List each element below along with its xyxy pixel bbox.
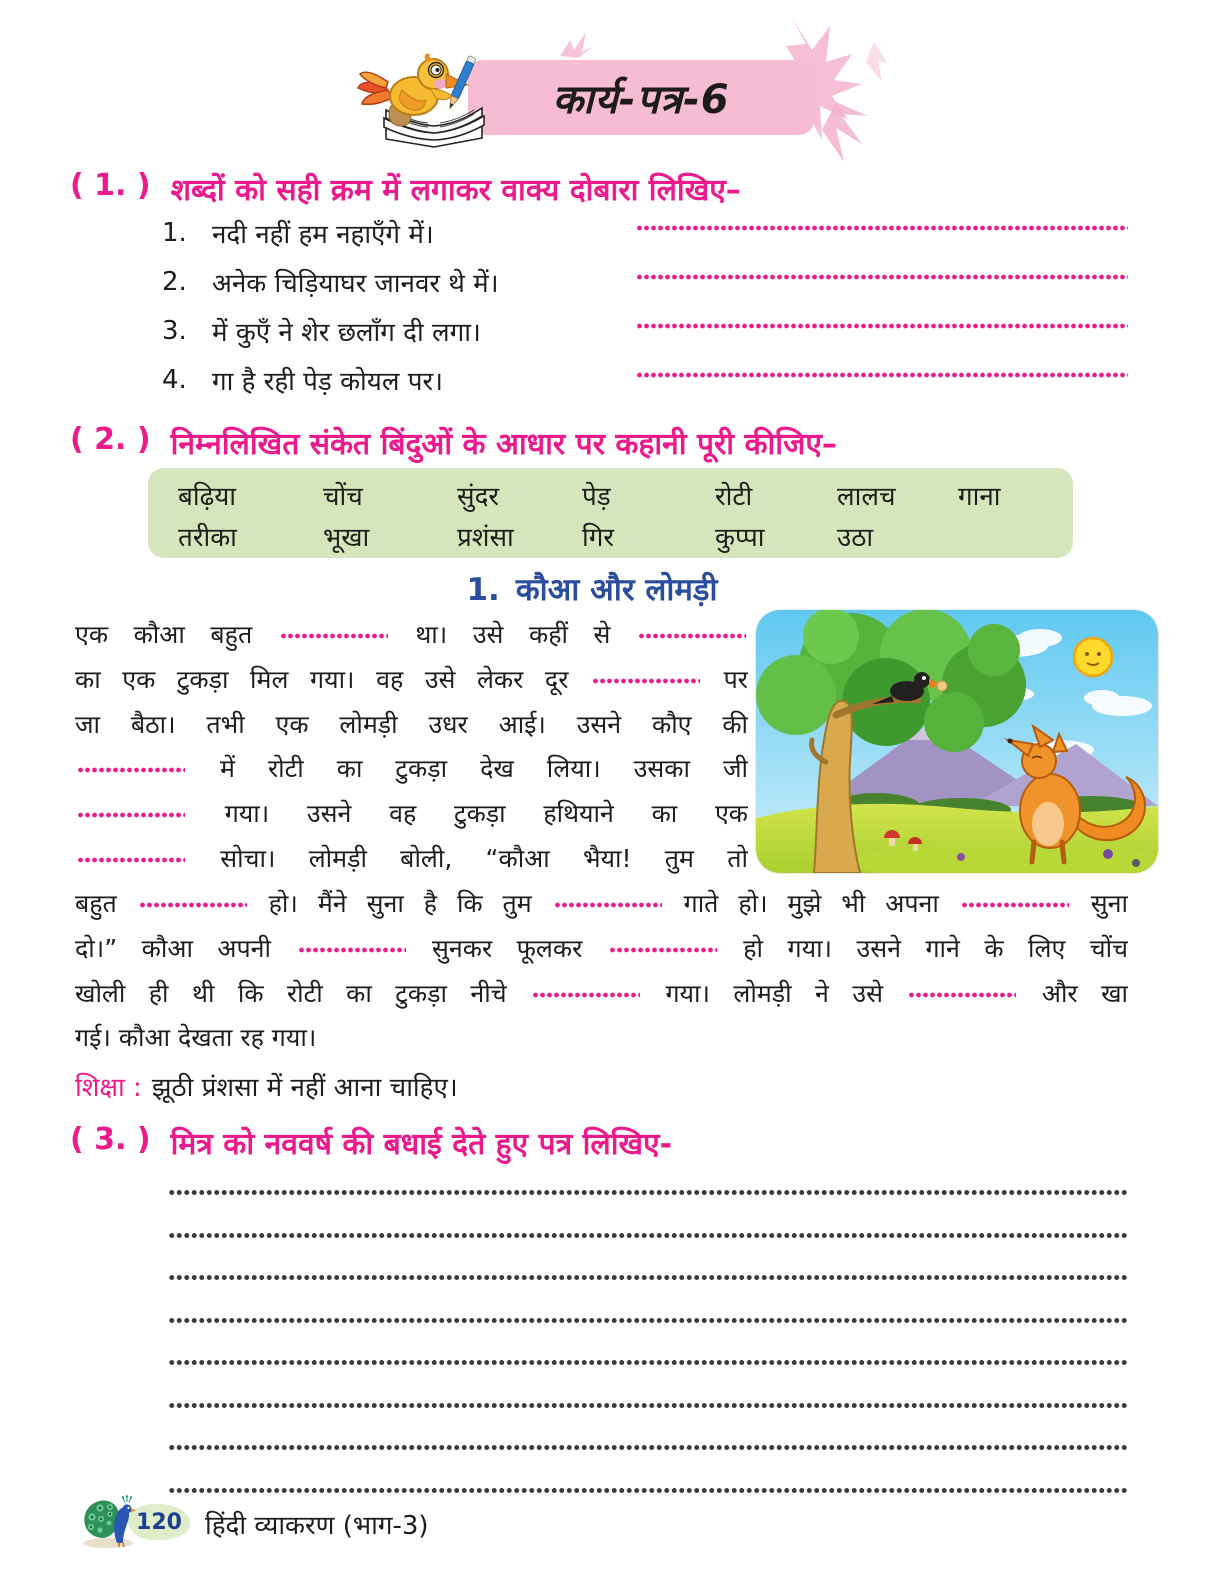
fill-in-blank[interactable] <box>908 991 1016 999</box>
fill-in-blank[interactable] <box>298 946 406 954</box>
hint-word: चोंच <box>323 481 363 512</box>
fill-in-blank[interactable] <box>139 901 247 909</box>
fill-in-blank[interactable] <box>554 901 662 909</box>
fill-in-blank[interactable] <box>532 991 640 999</box>
item-number: 3. <box>162 315 187 346</box>
story-illustration <box>756 610 1158 873</box>
item-text: नदी नहीं हम नहाएँगे में। <box>212 219 434 250</box>
fill-in-blank[interactable] <box>280 632 388 640</box>
question-1-items <box>162 208 1128 404</box>
hint-word: सुंदर <box>457 481 500 512</box>
answer-line[interactable] <box>168 1316 1128 1325</box>
story-line: एक कौआ बहुत था। उसे कहीं से <box>75 613 748 658</box>
question-3-heading <box>70 1122 672 1163</box>
q1-item <box>162 355 1128 404</box>
bird-writing-icon <box>356 38 506 150</box>
story-line: खोली ही थी कि रोटी का टुकड़ा नीचे गया। लोमड़ी ने उसे और खा <box>75 978 1128 1008</box>
item-text: में कुएँ ने शेर छलाँग दी लगा। <box>212 317 481 348</box>
fill-in-blank[interactable] <box>609 946 717 954</box>
story-line: गई। कौआ देखता रह गया। <box>75 1023 317 1053</box>
story-paragraph-wide <box>75 882 1128 1061</box>
item-number: 2. <box>162 266 187 297</box>
story-line: में रोटी का टुकड़ा देख लिया। उसका जी <box>75 747 748 792</box>
hint-word: गिर <box>582 522 615 553</box>
hint-word: तरीका <box>178 522 237 553</box>
answer-line[interactable] <box>168 1486 1128 1495</box>
peacock-icon <box>78 1492 136 1548</box>
page-number-badge <box>128 1504 190 1540</box>
question-2-number: ( 2. ) <box>70 422 151 457</box>
hint-word: उठा <box>837 522 874 553</box>
answer-line[interactable] <box>168 1188 1128 1197</box>
hint-word: पेड़ <box>582 481 611 512</box>
hint-word: भूखा <box>323 522 370 553</box>
fill-in-blank[interactable] <box>77 856 185 864</box>
q1-item <box>162 306 1128 355</box>
question-1-text: शब्दों को सही क्रम में लगाकर वाक्य दोबारा लिखिए– <box>170 173 741 208</box>
story-number: 1. <box>466 572 500 608</box>
hint-word: प्रशंसा <box>457 522 514 553</box>
answer-line[interactable] <box>168 1443 1128 1452</box>
answer-line[interactable] <box>168 1231 1128 1240</box>
story-line: जा बैठा। तभी एक लोमड़ी उधर आई। उसने कौए की <box>75 709 748 739</box>
hint-word: बढ़िया <box>178 481 237 512</box>
story-line: दो।” कौआ अपनी सुनकर फूलकर हो गया। उसने गाने के लिए चोंच <box>75 933 1128 963</box>
item-text: गा है रही पेड़ कोयल पर। <box>212 366 444 397</box>
story-paragraph-narrow <box>75 613 748 882</box>
pink-splash-icon <box>556 30 596 60</box>
question-1-heading <box>70 168 741 209</box>
fill-in-blank[interactable] <box>77 766 185 774</box>
question-3-number: ( 3. ) <box>70 1122 151 1157</box>
hint-words-box <box>148 468 1073 558</box>
fill-in-blank[interactable] <box>961 901 1069 909</box>
answer-dotted-line[interactable] <box>636 371 1128 379</box>
q3-answer-lines <box>168 1188 1128 1528</box>
item-number: 4. <box>162 364 187 395</box>
item-text: अनेक चिड़ियाघर जानवर थे में। <box>212 268 499 299</box>
fill-in-blank[interactable] <box>77 811 185 819</box>
worksheet-title: कार्य-पत्र-6 <box>552 77 730 123</box>
answer-dotted-line[interactable] <box>636 224 1128 232</box>
book-title: हिंदी व्याकरण (भाग-3) <box>205 1511 429 1541</box>
hint-word: लालच <box>837 481 896 512</box>
hint-words-row <box>178 515 1073 556</box>
question-1-number: ( 1. ) <box>70 168 151 203</box>
answer-line[interactable] <box>168 1358 1128 1367</box>
answer-dotted-line[interactable] <box>636 322 1128 330</box>
hint-words-row <box>178 474 1073 515</box>
hint-word: कुप्पा <box>715 522 765 553</box>
story-line: का एक टुकड़ा मिल गया। वह उसे लेकर दूर पर <box>75 664 748 694</box>
question-2-text: निम्नलिखित संकेत बिंदुओं के आधार पर कहानी पूरी कीजिए– <box>170 427 837 462</box>
answer-dotted-line[interactable] <box>636 273 1128 281</box>
question-3-text: मित्र को नववर्ष की बधाई देते हुए पत्र लिखिए- <box>170 1127 673 1162</box>
fill-in-blank[interactable] <box>592 677 700 685</box>
moral-label: शिक्षा : <box>75 1073 142 1103</box>
answer-line[interactable] <box>168 1273 1128 1282</box>
story-title <box>0 568 1224 610</box>
story-title-text: कौआ और लोमड़ी <box>515 572 718 608</box>
page-number: 120 <box>136 1509 182 1535</box>
story-line: गया। उसने वह टुकड़ा हथियाने का एक <box>75 792 748 837</box>
story-moral <box>75 1066 458 1111</box>
question-2-heading <box>70 422 837 463</box>
q1-item <box>162 208 1128 257</box>
crow-and-fox-scene-icon <box>756 610 1158 873</box>
fill-in-blank[interactable] <box>638 632 746 640</box>
moral-text: झूठी प्रंशसा में नहीं आना चाहिए। <box>151 1073 458 1103</box>
story-line: बहुत हो। मैंने सुना है कि तुम गाते हो। मुझे भी अपना सुना <box>75 889 1128 918</box>
answer-line[interactable] <box>168 1401 1128 1410</box>
hint-word: गाना <box>958 481 1001 512</box>
hint-word: रोटी <box>715 481 753 512</box>
item-number: 1. <box>162 217 187 248</box>
worksheet-banner <box>468 60 814 135</box>
story-line: सोचा। लोमड़ी बोली, “कौआ भैया! तुम तो <box>75 837 748 882</box>
q1-item <box>162 257 1128 306</box>
